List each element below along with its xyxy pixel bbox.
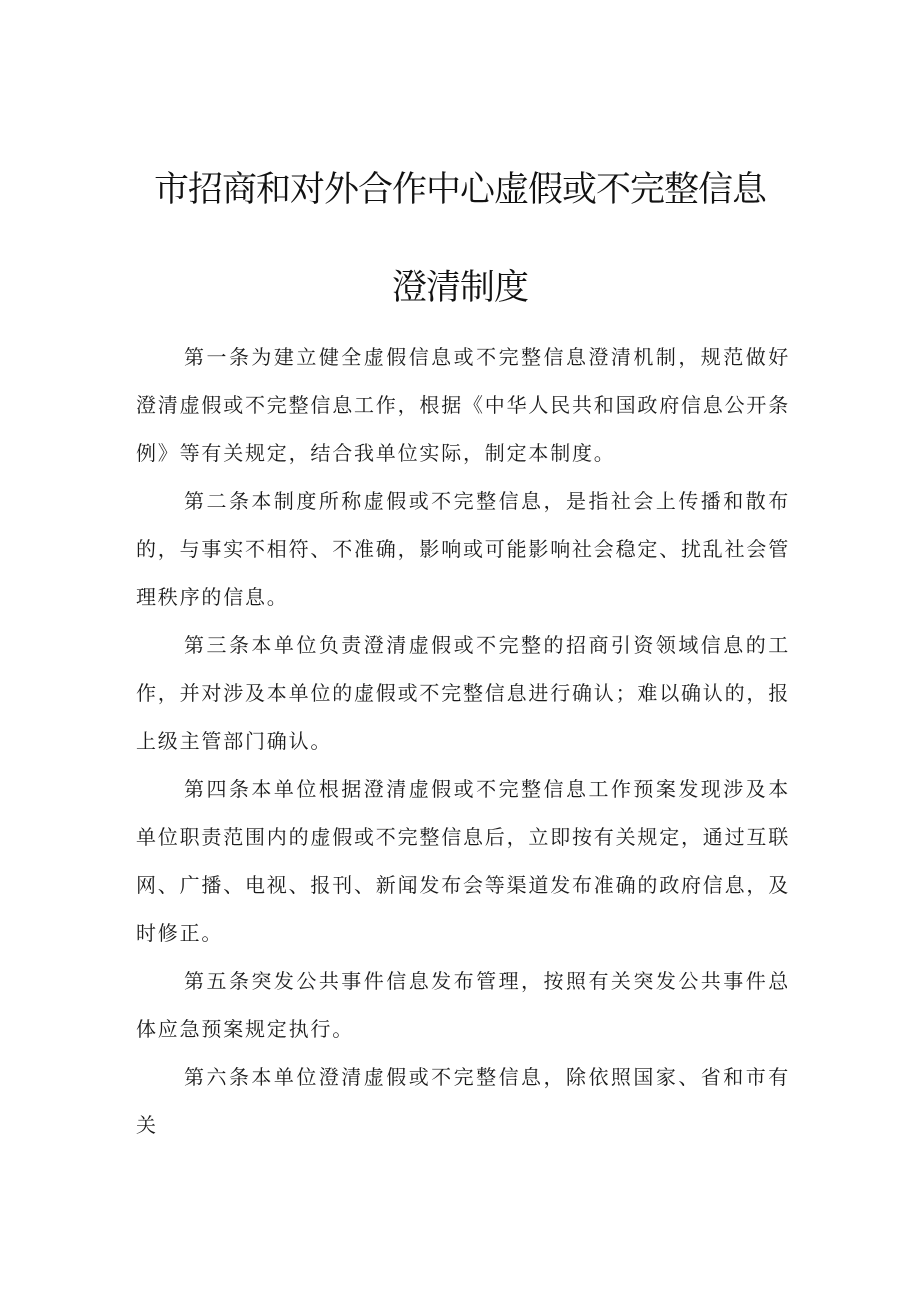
document-title-line-1: 市招商和对外合作中心虚假或不完整信息 xyxy=(153,170,766,210)
document-body xyxy=(136,333,790,1149)
document-title-line-2: 澄清制度 xyxy=(391,268,528,308)
article-2-paragraph: 第二条本制度所称虚假或不完整信息，是指社会上传播和散布的，与事实不相符、不准确，影响或可能影响社会稳定、扰乱社会管理秩序的信息。 xyxy=(136,489,790,609)
article-4-paragraph: 第四条本单位根据澄清虚假或不完整信息工作预案发现涉及本单位职责范围内的虚假或不完整信息后，立即按有关规定，通过互联网、广播、电视、报刊、新闻发布会等渠道发布准确的政府信息，及时修正。 xyxy=(136,777,790,945)
article-1-paragraph: 第一条为建立健全虚假信息或不完整信息澄清机制，规范做好澄清虚假或不完整信息工作，根据《中华人民共和国政府信息公开条例》等有关规定，结合我单位实际，制定本制度。 xyxy=(136,345,790,465)
article-5-paragraph: 第五条突发公共事件信息发布管理，按照有关突发公共事件总体应急预案规定执行。 xyxy=(136,969,790,1041)
article-6-paragraph: 第六条本单位澄清虚假或不完整信息，除依照国家、省和市有关 xyxy=(136,1065,790,1137)
article-3-paragraph: 第三条本单位负责澄清虚假或不完整的招商引资领域信息的工作，并对涉及本单位的虚假或不完整信息进行确认；难以确认的，报上级主管部门确认。 xyxy=(136,633,790,753)
